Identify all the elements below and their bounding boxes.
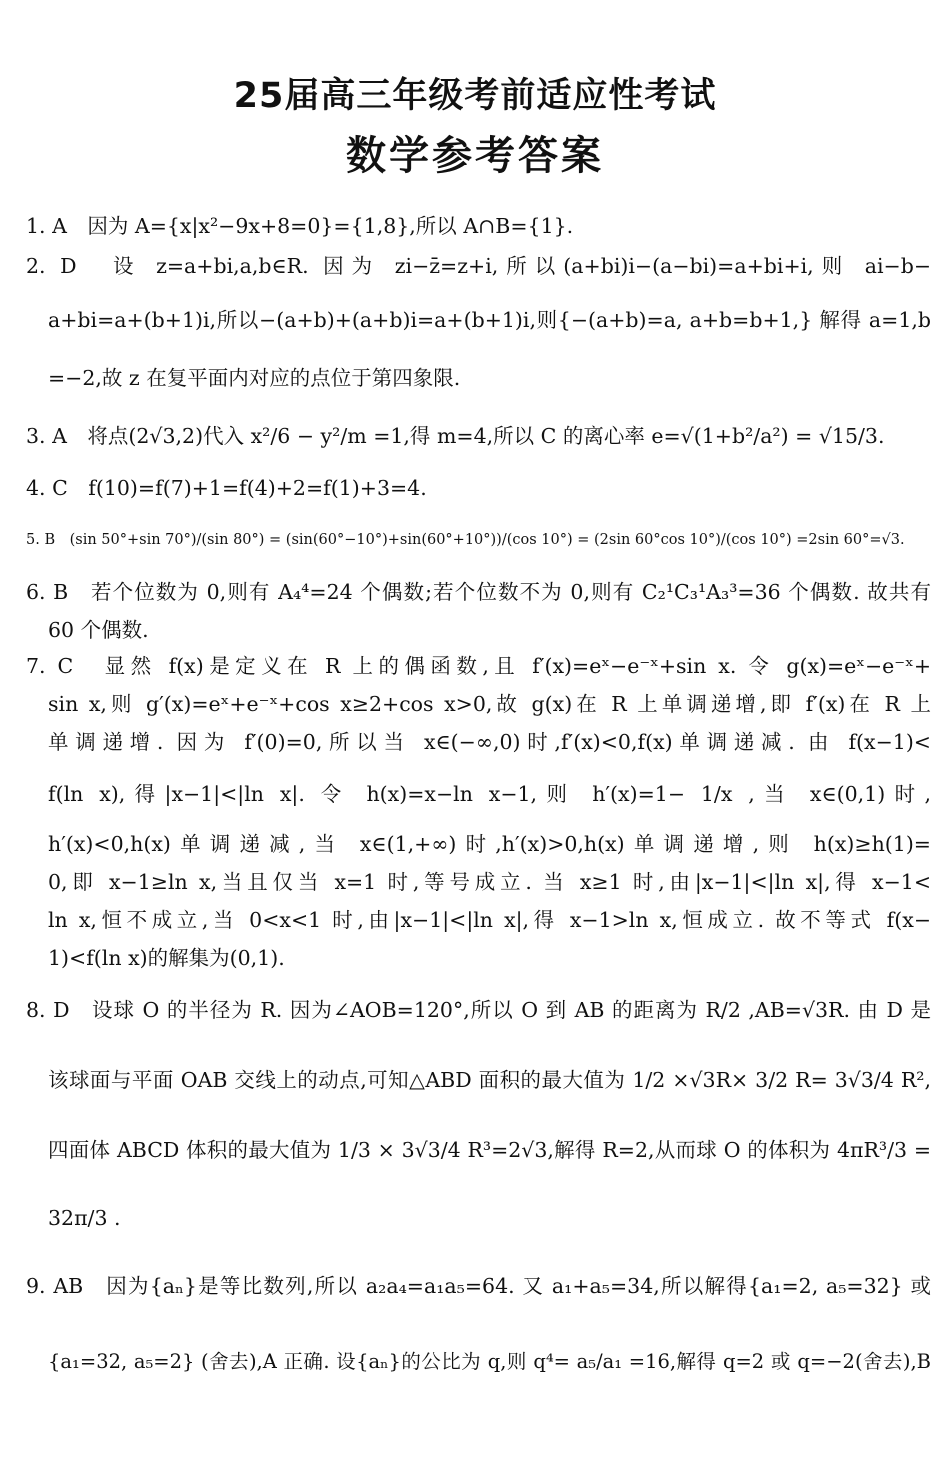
answer-7-line-6: 0,即 x−1≥ln x,当且仅当 x=1 时,等号成立. 当 x≥1 时,由|x−1|<|ln x|,得 x−1< <box>48 870 931 894</box>
answer-2-line-2: a+bi=a+(b+1)i,所以−(a+b)+(a+b)i=a+(b+1)i,则{−(a+b)=a, a+b=b+1,} 解得 a=1,b <box>48 308 931 332</box>
answer-8-line-2: 该球面与平面 OAB 交线上的动点,可知△ABD 面积的最大值为 1/2 ×√3R× 3/2 R= 3√3/4 R², <box>48 1068 931 1092</box>
answer-5-line-1: 5. B (sin 50°+sin 70°)/(sin 80°) = (sin(60°−10°)+sin(60°+10°))/(cos 10°) = (2sin 60°cos 10°)/(cos 10°) =2sin 60°=√3. <box>26 532 905 548</box>
answer-7-line-5: h′(x)<0,h(x)单调递减,当 x∈(1,+∞)时,h′(x)>0,h(x)单调递增,则 h(x)≥h(1)= <box>48 832 931 856</box>
answer-4-line-1: 4. C f(10)=f(7)+1=f(4)+2=f(1)+3=4. <box>26 476 427 500</box>
answer-9-line-2: {a₁=32, a₅=2} (舍去),A 正确. 设{aₙ}的公比为 q,则 q⁴= a₅/a₁ =16,解得 q=2 或 q=−2(舍去),B <box>48 1350 931 1373</box>
answer-7-line-3: 单调递增. 因为 f′(0)=0,所以当 x∈(−∞,0)时,f′(x)<0,f(x)单调递减. 由 f(x−1)< <box>48 730 931 754</box>
answer-8-line-1: 8. D 设球 O 的半径为 R. 因为∠AOB=120°,所以 O 到 AB 的距离为 R/2 ,AB=√3R. 由 D 是 <box>26 998 931 1022</box>
answer-8-line-4: 32π/3 . <box>48 1206 121 1230</box>
answer-2-line-1: 2. D 设 z=a+bi,a,b∈R. 因为 zi−z̄=z+i,所以(a+bi)i−(a−bi)=a+bi+i,则 ai−b− <box>26 254 931 278</box>
answer-2-line-3: =−2,故 z 在复平面内对应的点位于第四象限. <box>48 366 461 390</box>
answer-7-line-2: sin x,则 g′(x)=eˣ+e⁻ˣ+cos x≥2+cos x>0,故 g(x)在 R 上单调递增,即 f′(x)在 R 上 <box>48 692 931 716</box>
answer-7-line-4: f(ln x),得|x−1|<|ln x|. 令 h(x)=x−ln x−1,则 h′(x)=1− 1/x ,当 x∈(0,1)时, <box>48 782 931 806</box>
page-title: 25届高三年级考前适应性考试 <box>233 76 717 116</box>
answer-7-line-7: ln x,恒不成立,当 0<x<1 时,由|x−1|<|ln x|,得 x−1>ln x,恒成立. 故不等式 f(x− <box>48 908 931 932</box>
answer-9-line-1: 9. AB 因为{aₙ}是等比数列,所以 a₂a₄=a₁a₅=64. 又 a₁+a₅=34,所以解得{a₁=2, a₅=32} 或 <box>26 1274 931 1298</box>
answer-3-line-1: 3. A 将点(2√3,2)代入 x²/6 − y²/m =1,得 m=4,所以 C 的离心率 e=√(1+b²/a²) = √15/3. <box>26 424 885 448</box>
answer-8-line-3: 四面体 ABCD 体积的最大值为 1/3 × 3√3/4 R³=2√3,解得 R=2,从而球 O 的体积为 4πR³/3 = <box>48 1138 931 1162</box>
answer-7-line-8: 1)<f(ln x)的解集为(0,1). <box>48 946 285 970</box>
page-subtitle: 数学参考答案 <box>346 133 604 179</box>
answer-7-line-1: 7. C 显然 f(x)是定义在 R 上的偶函数,且 f′(x)=eˣ−e⁻ˣ+sin x. 令 g(x)=eˣ−e⁻ˣ+ <box>26 654 931 678</box>
answer-6-line-1: 6. B 若个位数为 0,则有 A₄⁴=24 个偶数;若个位数不为 0,则有 C₂¹C₃¹A₃³=36 个偶数. 故共有 <box>26 580 931 604</box>
answer-6-line-2: 60 个偶数. <box>48 618 149 642</box>
answer-1-line-1: 1. A 因为 A={x|x²−9x+8=0}={1,8},所以 A∩B={1}. <box>26 214 574 238</box>
